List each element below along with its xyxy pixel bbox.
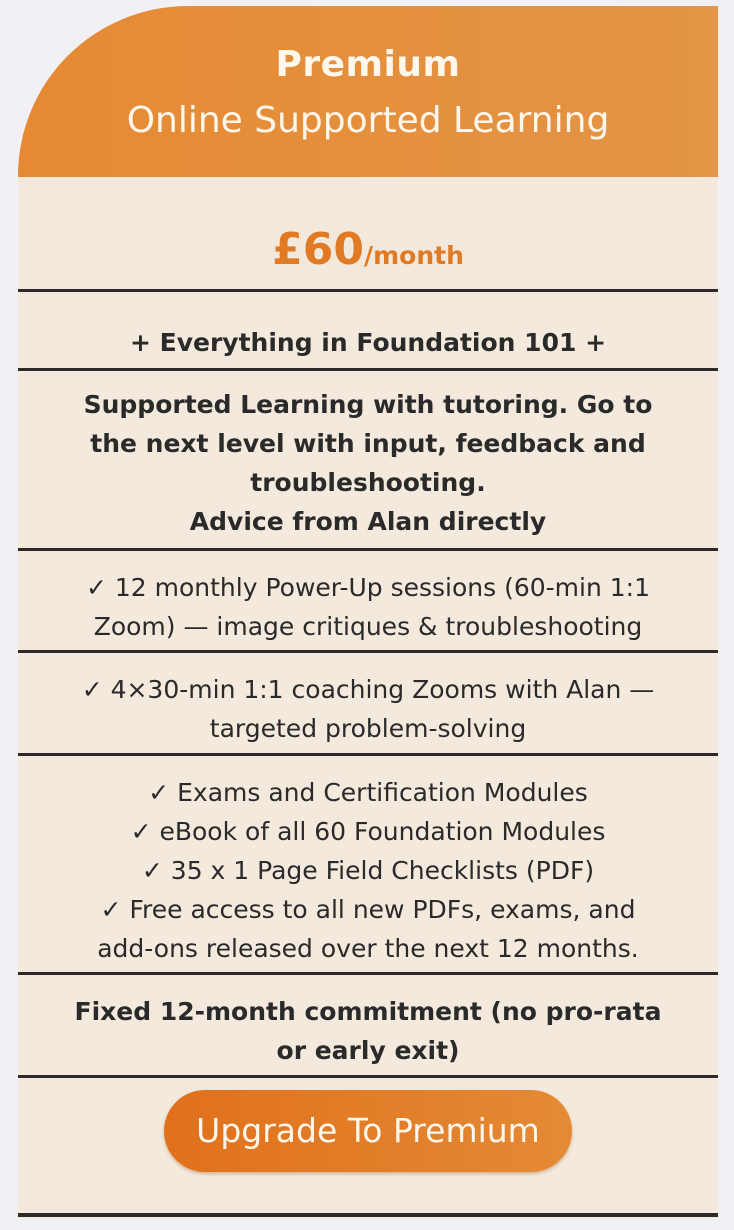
pricing-card-premium [18, 6, 718, 1218]
price-amount: £60 [272, 224, 364, 275]
summary-line: the next level with input, feedback and [90, 429, 646, 458]
commitment-line: or early exit) [276, 1036, 460, 1065]
plan-subtitle: Online Supported Learning [126, 100, 610, 141]
card-bottom-border [18, 1213, 718, 1217]
feature-line: ✓ 4×30-min 1:1 coaching Zooms with Alan — [81, 675, 655, 704]
upgrade-premium-button[interactable]: Upgrade To Premium [164, 1090, 572, 1172]
divider [18, 548, 718, 551]
summary-line: Supported Learning with tutoring. Go to [83, 390, 653, 419]
summary-line: troubleshooting. [250, 468, 486, 497]
feature-power-up [18, 568, 718, 646]
price-period: /month [363, 241, 464, 270]
feature-line: ✓ 12 monthly Power-Up sessions (60-min 1:1 [85, 573, 651, 602]
feature-line: ✓ eBook of all 60 Foundation Modules [130, 817, 606, 846]
plan-header [18, 6, 718, 177]
feature-line: ✓ Free access to all new PDFs, exams, and [100, 895, 636, 924]
includes-foundation [18, 323, 718, 362]
feature-line: add-ons released over the next 12 months. [97, 934, 639, 963]
divider [18, 289, 718, 292]
commitment-note [18, 992, 718, 1070]
divider [18, 1075, 718, 1078]
feature-bundle [18, 773, 718, 968]
feature-line: targeted problem-solving [209, 714, 527, 743]
plan-price [18, 224, 718, 275]
divider [18, 650, 718, 653]
divider [18, 753, 718, 756]
divider [18, 368, 718, 371]
plan-summary [18, 385, 718, 541]
includes-text: + Everything in Foundation 101 + [129, 328, 607, 357]
feature-coaching [18, 670, 718, 748]
plan-tier-name: Premium [275, 44, 461, 85]
feature-line: Zoom) — image critiques & troubleshooting [93, 612, 643, 641]
feature-line: ✓ Exams and Certification Modules [148, 778, 588, 807]
divider [18, 972, 718, 975]
feature-line: ✓ 35 x 1 Page Field Checklists (PDF) [141, 856, 595, 885]
summary-line: Advice from Alan directly [189, 507, 547, 536]
price-section [18, 177, 718, 289]
commitment-line: Fixed 12-month commitment (no pro-rata [74, 997, 662, 1026]
